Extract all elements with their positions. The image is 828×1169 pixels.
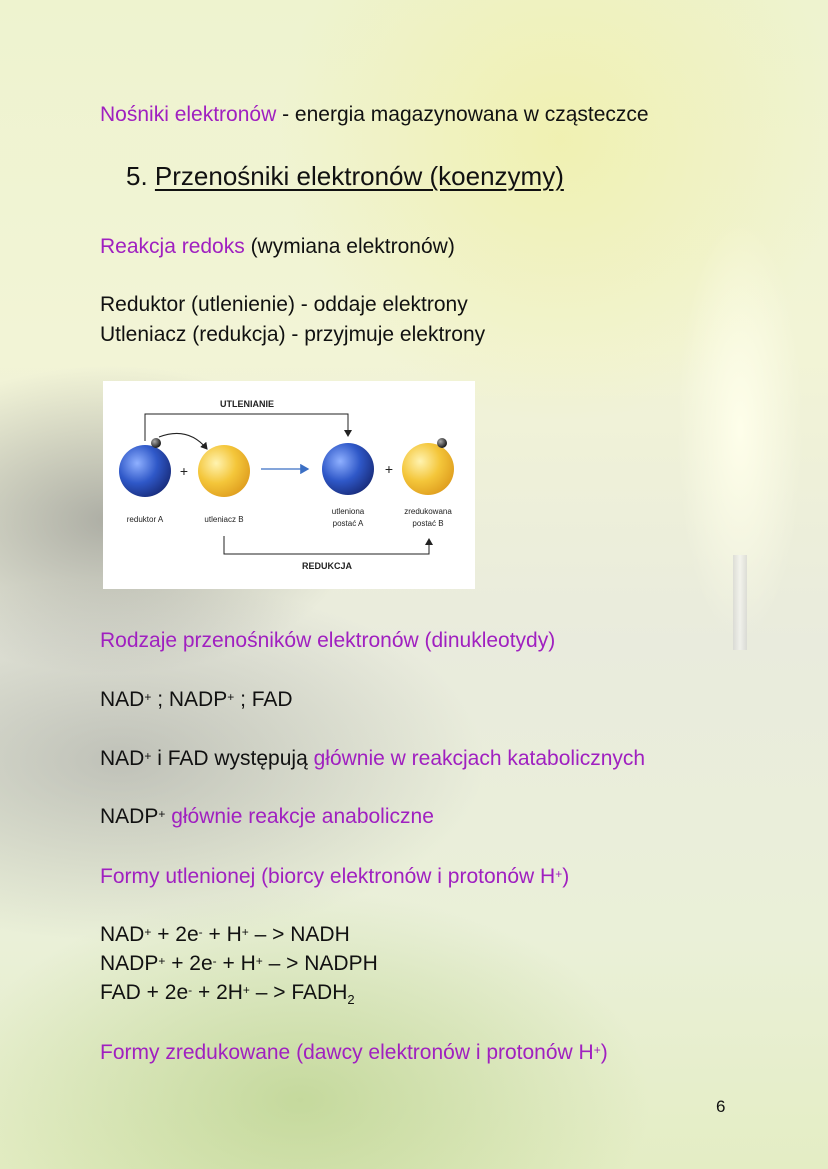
kataboliczne-term: głównie w reakcjach katabolicznych [313, 747, 646, 770]
closing-paren: ) [562, 865, 570, 888]
line-redox [100, 232, 455, 261]
line-nosniki [100, 100, 649, 129]
utleniacz-b-sphere [198, 445, 250, 497]
fad-text: ; FAD [234, 688, 293, 711]
plus-sign-2: + [384, 461, 394, 477]
superscript-plus: + [144, 749, 152, 763]
line-reduktor: Reduktor (utlenienie) - oddaje elektrony [100, 293, 468, 316]
zredukowana-b-sphere [402, 443, 454, 495]
eq-part: + 2e [165, 952, 213, 975]
anaboliczne-term: głównie reakcje anaboliczne [165, 805, 434, 828]
eq-part: NAD [100, 923, 145, 946]
line-kataboliczne [100, 744, 645, 773]
eq-part: – > FADH [249, 981, 348, 1004]
eq-part: – > NADH [248, 923, 350, 946]
reduction-label: REDUKCJA [301, 561, 353, 571]
candle-background [733, 555, 747, 650]
superscript-plus: + [158, 954, 166, 968]
superscript-plus: + [144, 690, 152, 704]
line-formy-zredukowane [100, 1038, 608, 1067]
eq-part: FAD + 2e [100, 981, 189, 1004]
superscript-plus: + [158, 807, 166, 821]
line-carriers-list [100, 685, 293, 714]
utleniacz-b-label: utleniacz B [204, 515, 244, 524]
line-utleniacz: Utleniacz (redukcja) - przyjmuje elektrony [100, 323, 486, 346]
superscript-minus: - [198, 925, 203, 939]
nad-text: NAD [100, 688, 145, 711]
reduction-arrow [224, 536, 429, 554]
eq-part: NADP [100, 952, 159, 975]
nadp-text: ; NADP [151, 688, 228, 711]
electron-icon [437, 438, 447, 448]
redox-diagram-svg [103, 381, 475, 589]
line-rodzaje: Rodzaje przenośników elektronów (dinukleotydy) [100, 629, 556, 652]
nosniki-desc: - energia magazynowana w cząsteczce [276, 103, 649, 126]
subscript-two: 2 [347, 992, 355, 1008]
nad-text: NAD [100, 747, 145, 770]
utleniona-label-1: utleniona [331, 507, 365, 516]
redox-term: Reakcja redoks [100, 235, 245, 258]
formy-utlenionej-text: Formy utlenionej (biorcy elektronów i protonów H [100, 865, 556, 888]
eq-part: – > NADPH [262, 952, 378, 975]
superscript-plus: + [241, 925, 249, 939]
heading-title: Przenośniki elektronów (koenzymy) [154, 161, 564, 191]
equation-nadp [100, 949, 378, 978]
zredukowana-label-2: postać B [412, 519, 444, 528]
plus-sign-1: + [179, 463, 189, 479]
superscript-plus: + [227, 690, 235, 704]
section-heading [126, 158, 564, 194]
oxidation-label: UTLENIANIE [220, 399, 274, 409]
electron-icon [151, 438, 161, 448]
equation-fad [100, 978, 355, 1014]
nosniki-term: Nośniki elektronów [100, 103, 277, 126]
eq-part: + 2H [192, 981, 243, 1004]
utleniona-a-sphere [322, 443, 374, 495]
eq-part: + 2e [151, 923, 199, 946]
equation-nad [100, 920, 350, 949]
nadp-text: NADP [100, 805, 159, 828]
superscript-minus: - [188, 983, 193, 997]
utleniona-label-2: postać A [332, 519, 364, 528]
superscript-minus: - [212, 954, 217, 968]
closing-paren: ) [600, 1041, 608, 1064]
superscript-plus: + [555, 867, 563, 881]
reduktor-a-label: reduktor A [126, 515, 164, 524]
superscript-plus: + [593, 1043, 601, 1057]
eq-part: + H [202, 923, 242, 946]
line-anaboliczne [100, 802, 434, 831]
eq-part: + H [216, 952, 256, 975]
superscript-plus: + [144, 925, 152, 939]
redox-diagram [103, 381, 475, 589]
page-number: 6 [716, 1097, 726, 1116]
zredukowana-label-1: zredukowana [404, 507, 452, 516]
superscript-plus: + [255, 954, 263, 968]
redox-desc: (wymiana elektronów) [244, 235, 455, 258]
reduktor-a-sphere [119, 445, 171, 497]
formy-zredukowane-text: Formy zredukowane (dawcy elektronów i protonów H [100, 1041, 594, 1064]
fad-text: i FAD występują [151, 747, 314, 770]
heading-number: 5. [126, 161, 148, 191]
line-formy-utlenionej [100, 862, 569, 891]
electron-transfer-arrow [159, 433, 207, 449]
superscript-plus: + [242, 983, 250, 997]
oxidation-arrow [145, 414, 348, 441]
